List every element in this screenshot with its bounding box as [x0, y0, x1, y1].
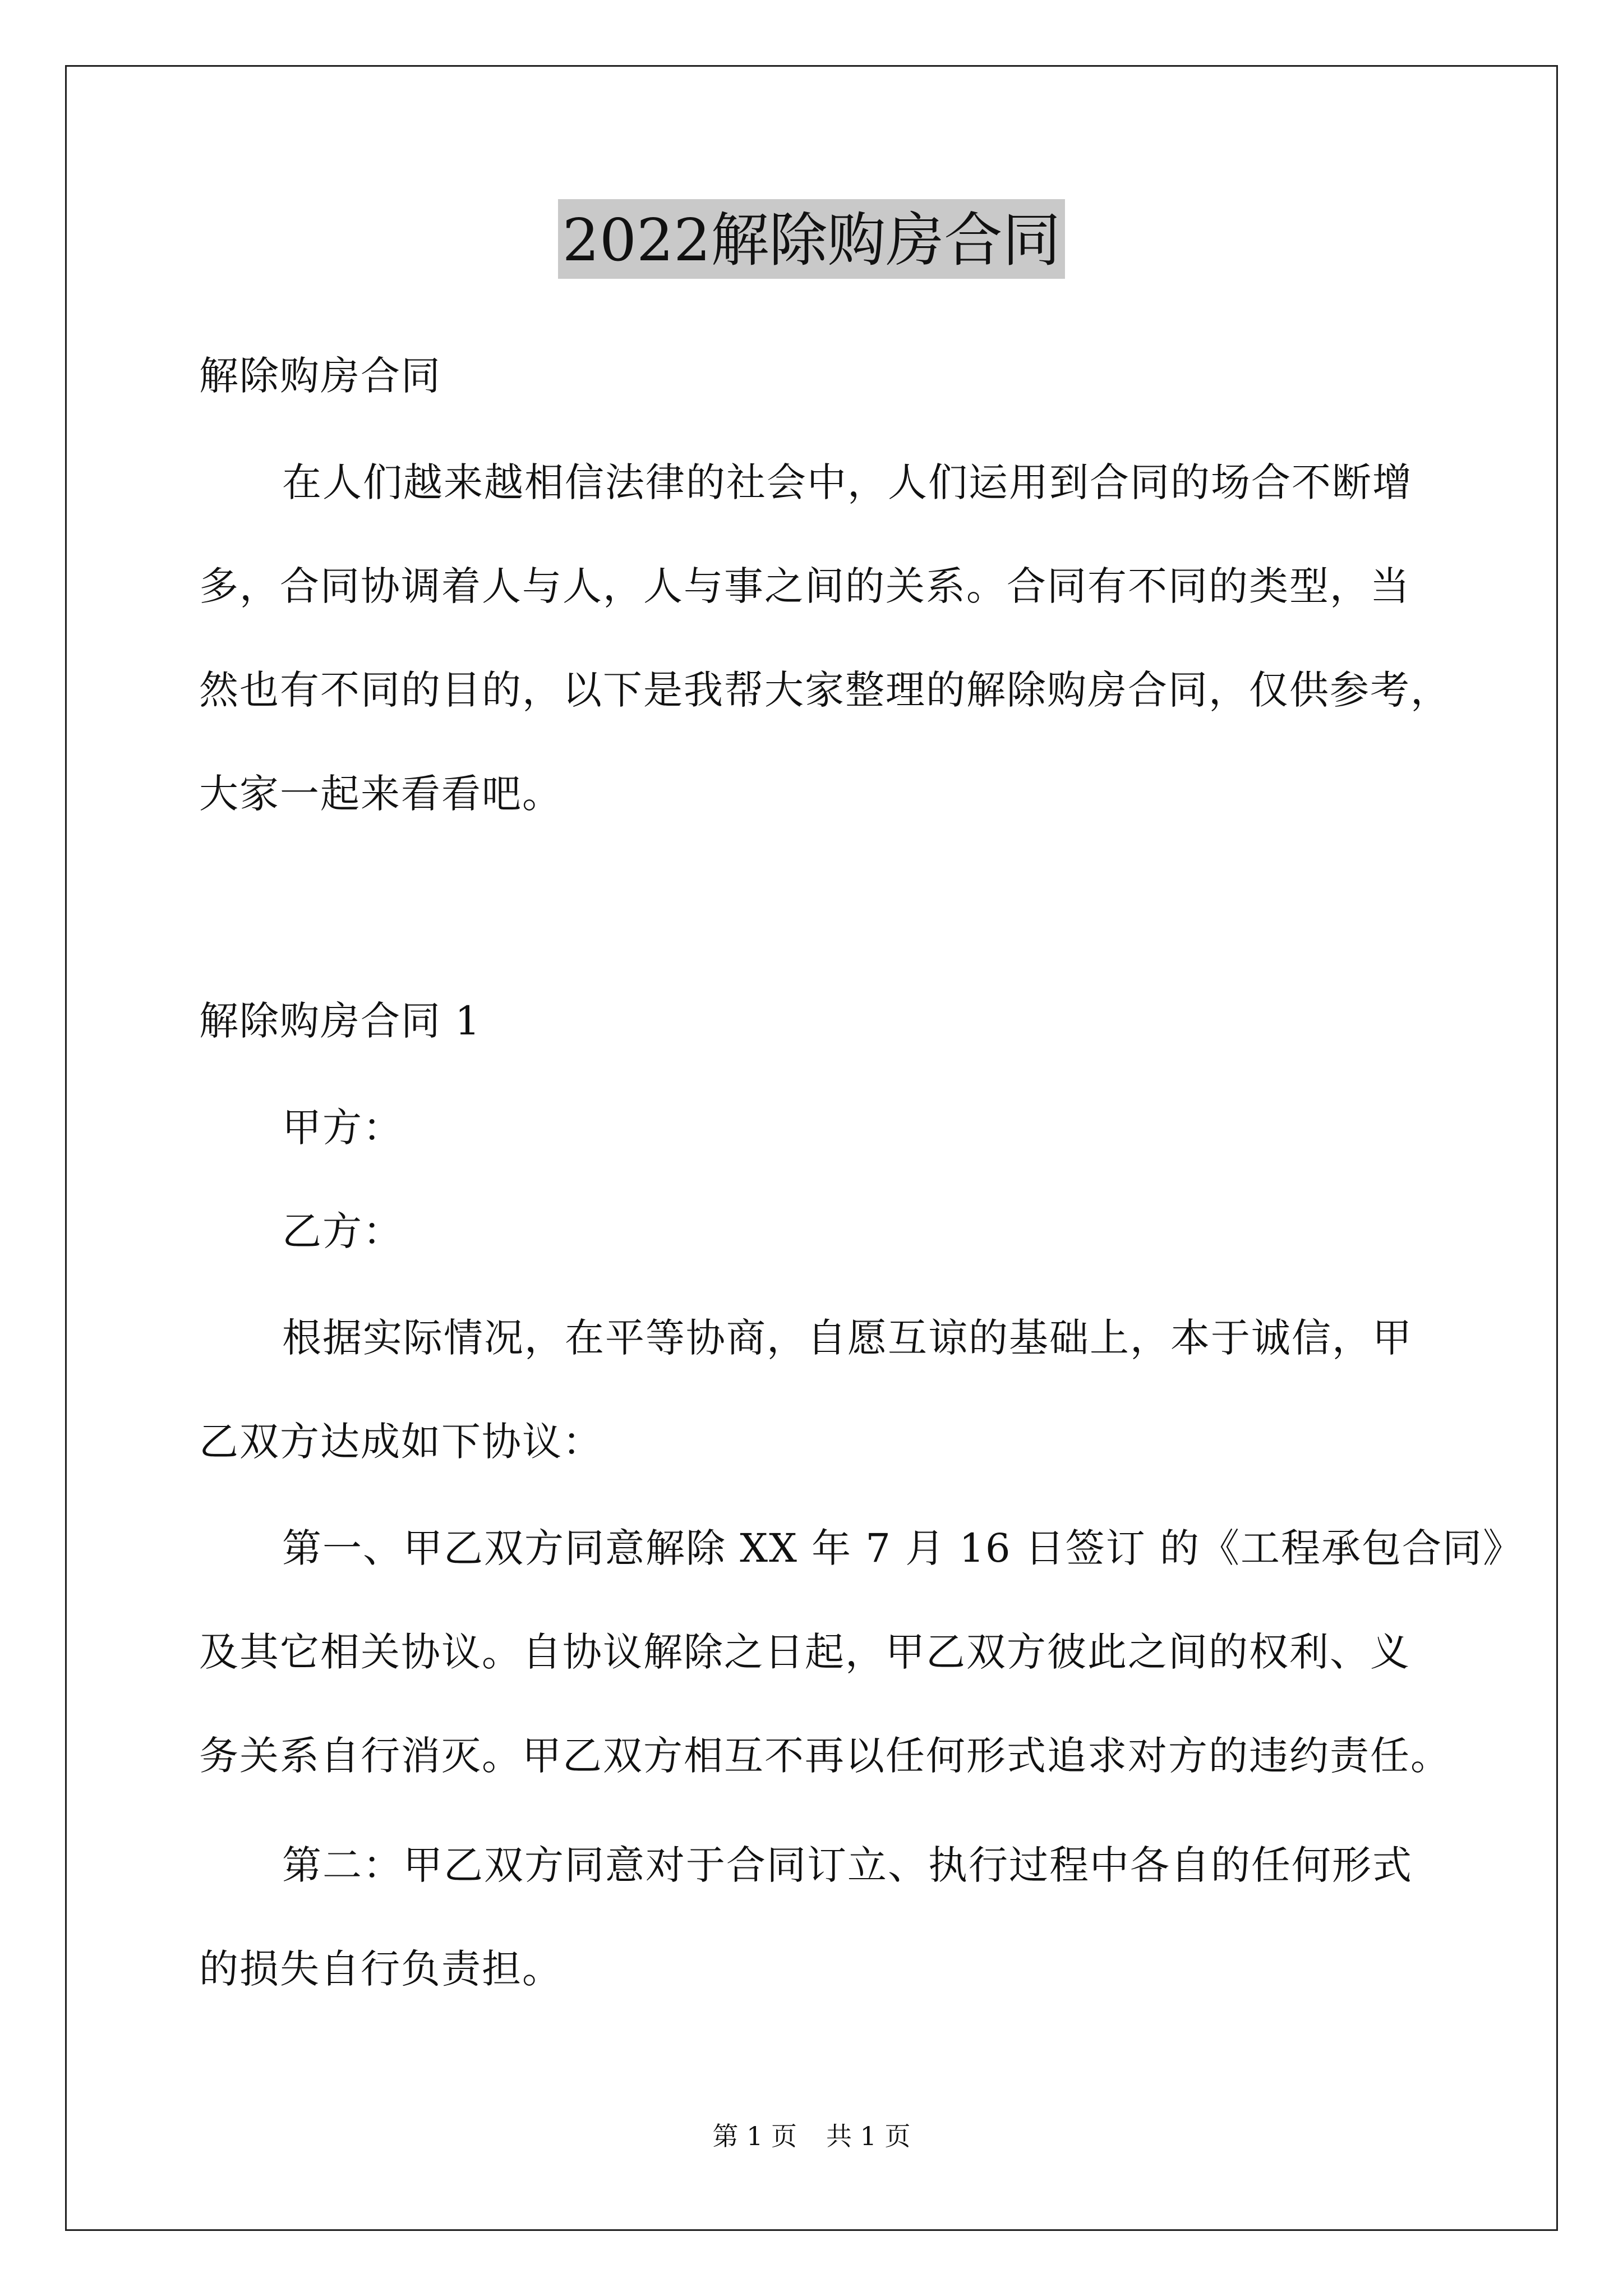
document-title: 2022解除购房合同	[558, 199, 1066, 279]
party-a-label: 甲方：	[282, 1105, 403, 1151]
clause2-line-2: 的损失自行负责担。	[199, 1946, 562, 1992]
intro-line-1: 在人们越来越相信法律的社会中，人们运用到合同的场合不断增	[282, 459, 1413, 505]
clause1-line-1: 第一、甲乙双方同意解除 XX 年 7 月 16 日签订 的《工程承包合同》	[282, 1525, 1524, 1571]
page-number-total: 共 1 页	[826, 2121, 911, 2151]
page-number-current: 第 1 页	[712, 2121, 797, 2151]
intro-heading: 解除购房合同	[199, 353, 441, 399]
clause2-line-1: 第二：甲乙双方同意对于合同订立、执行过程中各自的任何形式	[282, 1842, 1413, 1888]
contract-heading: 解除购房合同 1	[199, 998, 481, 1044]
intro-line-3: 然也有不同的目的，以下是我帮大家整理的解除购房合同，仅供参考，	[199, 667, 1451, 713]
basis-line-2: 乙双方达成如下协议：	[199, 1419, 603, 1465]
intro-line-2: 多，合同协调着人与人，人与事之间的关系。合同有不同的类型，当	[199, 563, 1410, 609]
page-footer	[0, 2120, 1623, 2152]
intro-line-4: 大家一起来看看吧。	[199, 771, 562, 817]
clause1-line-3: 务关系自行消灭。甲乙双方相互不再以任何形式追求对方的违约责任。	[199, 1733, 1451, 1779]
title-container	[0, 199, 1623, 279]
party-b-label: 乙方：	[282, 1208, 403, 1254]
clause1-line-2: 及其它相关协议。自协议解除之日起，甲乙双方彼此之间的权利、义	[199, 1629, 1410, 1675]
basis-line-1: 根据实际情况，在平等协商，自愿互谅的基础上，本于诚信，甲	[282, 1315, 1413, 1361]
